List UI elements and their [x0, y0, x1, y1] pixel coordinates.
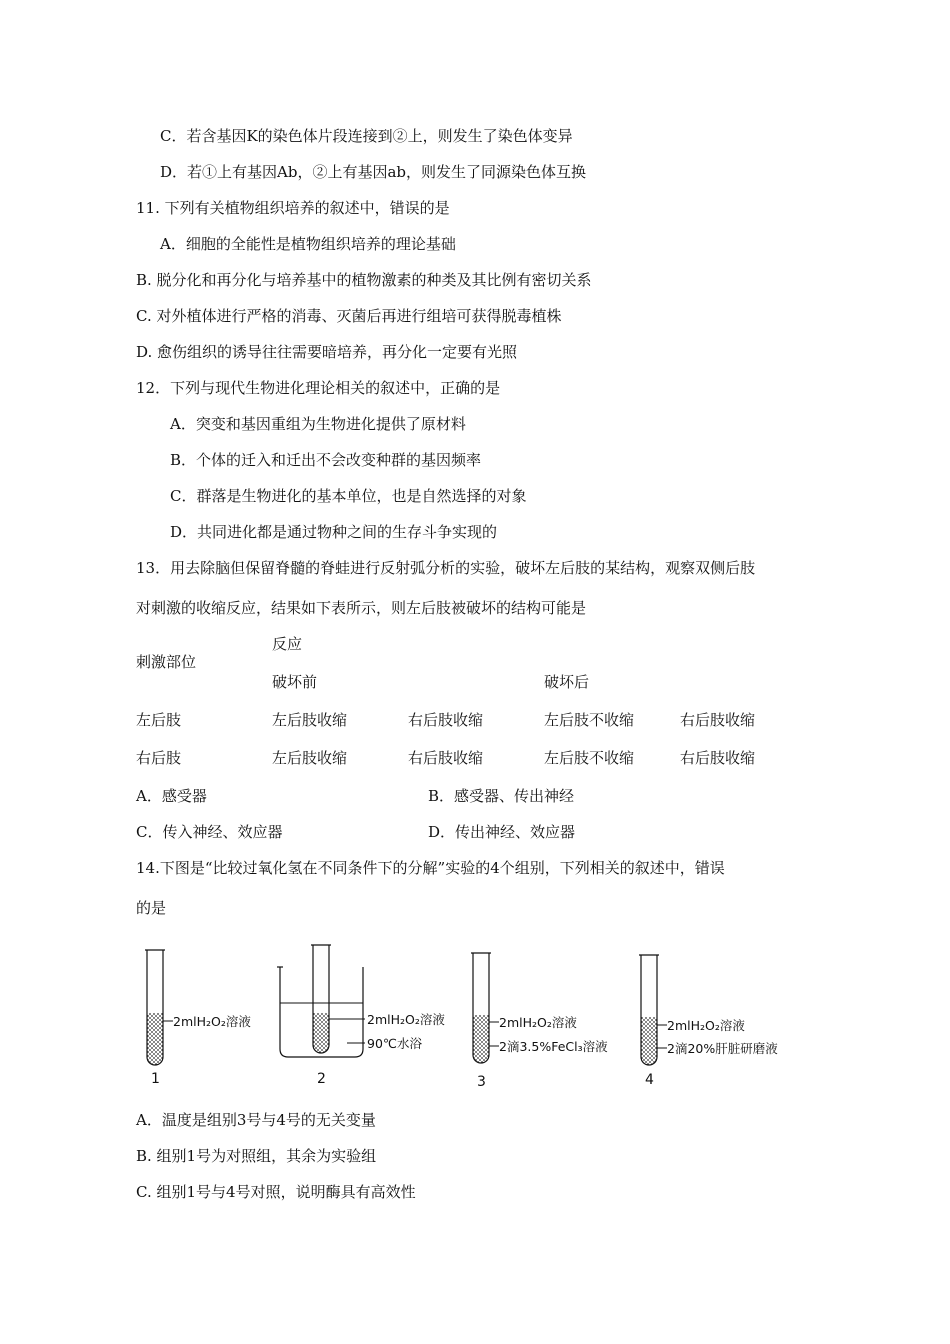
test-tube-2 [277, 945, 445, 1087]
test-tube-3 [471, 953, 608, 1090]
q12-option-b: B．个体的迁入和迁出不会改变种群的基因频率 [170, 451, 482, 469]
q11-option-d: D. 愈伤组织的诱导往往需要暗培养，再分化一定要有光照 [136, 343, 518, 361]
table-cell: 右后肢收缩 [408, 711, 484, 729]
liquid-h2o2 [147, 1013, 163, 1065]
table-header-before: 破坏前 [272, 673, 318, 691]
table-cell: 左后肢收缩 [272, 749, 348, 767]
q12-stem: 12．下列与现代生物进化理论相关的叙述中，正确的是 [136, 379, 501, 397]
liquid-h2o2 [313, 1013, 329, 1053]
group-number-2: 2 [317, 1071, 326, 1087]
q11-option-b: B. 脱分化和再分化与培养基中的植物激素的种类及其比例有密切关系 [136, 271, 592, 289]
table-cell: 右后肢 [136, 749, 182, 767]
q14-option-b: B. 组别1号为对照组，其余为实验组 [136, 1147, 377, 1165]
group-number-1: 1 [151, 1071, 160, 1087]
table-header-response: 反应 [272, 635, 303, 653]
q11-option-c: C. 对外植体进行严格的消毒、灭菌后再进行组培可获得脱毒植株 [136, 307, 562, 325]
table-header-site: 刺激部位 [136, 653, 197, 671]
q10-option-c: C．若含基因K的染色体片段连接到②上，则发生了染色体变异 [160, 127, 573, 145]
q14-stem-line2: 的是 [136, 899, 167, 917]
table-cell: 右后肢收缩 [408, 749, 484, 767]
tube-4-label-2: 2滴20%肝脏研磨液 [667, 1041, 778, 1056]
tube-3-label-2: 2滴3.5%FeCl₃溶液 [499, 1039, 608, 1054]
test-tube-1 [145, 950, 251, 1087]
test-tube-figure [135, 935, 825, 1095]
table-cell: 右后肢收缩 [680, 749, 756, 767]
table-cell: 左后肢不收缩 [544, 711, 635, 729]
q12-option-a: A．突变和基因重组为生物进化提供了原材料 [170, 415, 466, 433]
tube-2-label-1: 2mlH₂O₂溶液 [367, 1012, 445, 1027]
group-number-3: 3 [477, 1074, 486, 1090]
liquid-h2o2 [641, 1017, 657, 1065]
q13-option-d: D．传出神经、效应器 [428, 823, 576, 841]
q10-option-d: D．若①上有基因Ab，②上有基因ab，则发生了同源染色体互换 [160, 163, 587, 181]
q13-stem-line2: 对刺激的收缩反应，结果如下表所示，则左后肢被破坏的结构可能是 [136, 599, 587, 617]
tube-2-label-2: 90℃水浴 [367, 1036, 422, 1051]
q13-stem-line1: 13．用去除脑但保留脊髓的脊蛙进行反射弧分析的实验，破坏左后肢的某结构，观察双侧后肢 [136, 559, 756, 577]
q13-option-c: C．传入神经、效应器 [136, 823, 283, 841]
tube-1-label: 2mlH₂O₂溶液 [173, 1014, 251, 1029]
test-tube-4 [639, 955, 778, 1088]
liquid-h2o2 [473, 1015, 489, 1063]
q12-option-c: C．群落是生物进化的基本单位，也是自然选择的对象 [170, 487, 527, 505]
tube-3-label-1: 2mlH₂O₂溶液 [499, 1015, 577, 1030]
q13-option-b: B．感受器、传出神经 [428, 787, 575, 805]
table-cell: 左后肢不收缩 [544, 749, 635, 767]
q14-option-a: A．温度是组别3号与4号的无关变量 [136, 1111, 376, 1129]
q11-stem: 11. 下列有关植物组织培养的叙述中，错误的是 [136, 199, 450, 217]
table-cell: 右后肢收缩 [680, 711, 756, 729]
q14-option-c: C. 组别1号与4号对照，说明酶具有高效性 [136, 1183, 416, 1201]
q11-option-a: A．细胞的全能性是植物组织培养的理论基础 [160, 235, 456, 253]
q12-option-d: D．共同进化都是通过物种之间的生存斗争实现的 [170, 523, 498, 541]
tube-4-label-1: 2mlH₂O₂溶液 [667, 1018, 745, 1033]
table-cell: 左后肢收缩 [272, 711, 348, 729]
q14-stem-line1: 14.下图是“比较过氧化氢在不同条件下的分解”实验的4个组别，下列相关的叙述中，错误 [136, 859, 725, 877]
group-number-4: 4 [645, 1072, 654, 1088]
q13-option-a: A．感受器 [136, 787, 207, 805]
table-header-after: 破坏后 [544, 673, 590, 691]
table-cell: 左后肢 [136, 711, 182, 729]
